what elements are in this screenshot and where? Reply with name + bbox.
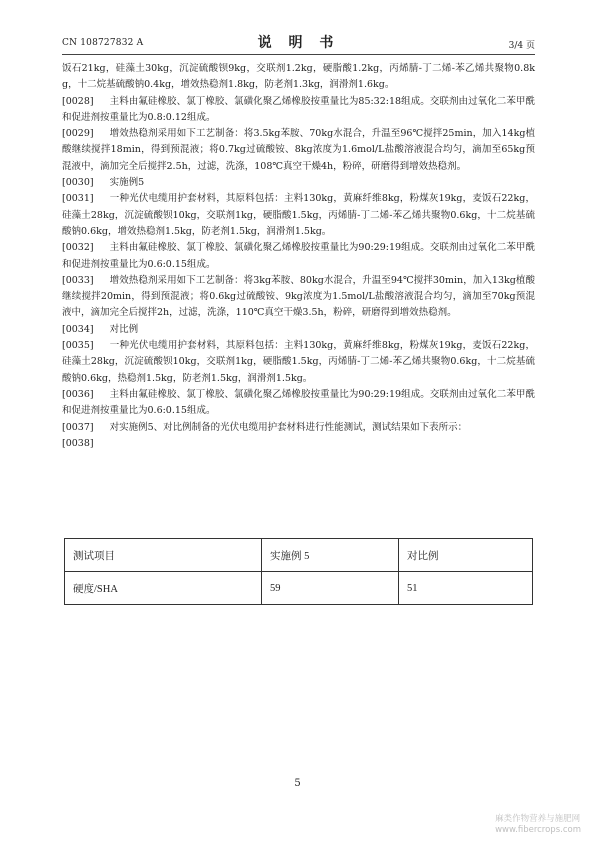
paragraph-0032: [62, 240, 535, 273]
paragraph-number: [0038]: [62, 437, 94, 449]
paragraph-text: 主料由氟硅橡胶、氯丁橡胶、氯磺化聚乙烯橡胶按重量比为90:29:19组成。交联剂由过氧化二苯甲酰和促进剂按重量比为0.6:0.15组成。: [62, 242, 535, 270]
paragraph-0035: [62, 338, 535, 387]
paragraph: [62, 61, 535, 94]
paragraph-0033: [62, 273, 535, 322]
watermark-site-name: 麻类作物营养与施肥网: [495, 814, 581, 824]
paragraph-number: [0033]: [62, 274, 94, 286]
table-cell: 51: [399, 572, 533, 605]
document-body: [62, 61, 535, 452]
paragraph-text: 一种光伏电缆用护套材料，其原料包括：主料130kg，黄麻纤维8kg，粉煤灰19kg，麦饭石22kg，硅藻土28kg，沉淀硫酸钡10kg，交联剂1kg，硬脂酸1.5kg，丙烯腈-丁二烯-苯乙烯共聚物0.6kg，十二烷基硫酸钠0.6kg，增效热稳剂1.5kg，防老剂1.5kg，润滑剂1.5kg。: [62, 193, 535, 237]
paragraph-number: [0037]: [62, 421, 94, 433]
paragraph-0030: [62, 175, 535, 191]
section-heading: 实施例5: [109, 177, 145, 189]
paragraph-number: [0032]: [62, 242, 94, 254]
paragraph-text: 对实施例5、对比例制备的光伏电缆用护套材料进行性能测试，测试结果如下表所示：: [109, 421, 468, 433]
page-header: [62, 32, 535, 52]
results-table: [64, 538, 533, 605]
table-cell: 硬度/SHA: [65, 572, 262, 605]
paragraph-number: [0030]: [62, 177, 94, 189]
paragraph-number: [0035]: [62, 340, 94, 352]
header-divider: [62, 54, 535, 55]
paragraph-0038: [62, 436, 535, 452]
patent-number: CN 108727832 A: [62, 38, 144, 48]
paragraph-0034: [62, 322, 535, 338]
results-table-container: [62, 538, 535, 605]
paragraph-0036: [62, 387, 535, 420]
page-number: 5: [294, 778, 301, 789]
table-row: [65, 572, 533, 605]
table-header-cell: 测试项目: [65, 539, 262, 572]
paragraph-0037: [62, 420, 535, 436]
watermark-url: www.fibercrops.com: [495, 825, 581, 835]
table-header-cell: 对比例: [399, 539, 533, 572]
table-cell: 59: [262, 572, 399, 605]
table-header-row: [65, 539, 533, 572]
paragraph-number: [0029]: [62, 128, 94, 140]
table-header-cell: 实施例 5: [262, 539, 399, 572]
paragraph-0029: [62, 126, 535, 175]
paragraph-number: [0034]: [62, 323, 94, 335]
document-title: 说 明 书: [257, 35, 340, 51]
paragraph-text: 饭石21kg，硅藻土30kg，沉淀硫酸钡9kg，交联剂1.2kg，硬脂酸1.2kg，丙烯腈-丁二烯-苯乙烯共聚物0.8kg，十二烷基硫酸钠0.4kg，增效热稳剂1.8kg，防老剂1.3kg，润滑剂1.6kg。: [62, 63, 535, 91]
paragraph-text: 一种光伏电缆用护套材料，其原料包括：主料130kg，黄麻纤维8kg，粉煤灰19kg，麦饭石22kg，硅藻土28kg，沉淀硫酸钡10kg，交联剂1kg，硬脂酸1.5kg，丙烯腈-丁二烯-苯乙烯共聚物0.6kg，十二烷基硫酸钠0.6kg，热稳剂1.5kg，防老剂1.5kg，润滑剂1.5kg。: [62, 340, 535, 384]
paragraph-text: 主料由氟硅橡胶、氯丁橡胶、氯磺化聚乙烯橡胶按重量比为90:29:19组成。交联剂由过氧化二苯甲酰和促进剂按重量比为0.6:0.15组成。: [62, 388, 535, 417]
paragraph-text: 增效热稳剂采用如下工艺制备：将3kg苯胺、80kg水混合，升温至94℃搅拌30min，加入13kg植酸继续搅拌20min，得到预混液；将0.6kg过硫酸铵、9kg浓度为1.5mol/L盐酸溶液混合均匀，滴加至70kg预混液中，滴加完全后搅拌2h，过滤，洗涤，110℃真空干燥3.5h，粉碎，研磨得到增效热稳剂。: [62, 274, 535, 319]
paragraph-text: 增效热稳剂采用如下工艺制备：将3.5kg苯胺、70kg水混合，升温至96℃搅拌25min，加入14kg植酸继续搅拌18min，得到预混液；将0.7kg过硫酸铵、8kg浓度为1.6mol/L盐酸溶液混合均匀，滴加至65kg预混液中，滴加完全后搅拌2.5h，过滤，洗涤，108℃真空干燥4h，粉碎，研磨得到增效热稳剂。: [62, 128, 535, 172]
page-indicator: 3/4 页: [508, 41, 535, 51]
paragraph-text: 主料由氟硅橡胶、氯丁橡胶、氯磺化聚乙烯橡胶按重量比为85:32:18组成。交联剂由过氧化二苯甲酰和促进剂按重量比为0.8:0.12组成。: [62, 95, 535, 123]
paragraph-number: [0031]: [62, 193, 94, 205]
paragraph-0031: [62, 191, 535, 240]
watermark: [495, 814, 581, 836]
paragraph-number: [0036]: [62, 388, 94, 400]
paragraph-0028: [62, 94, 535, 127]
paragraph-number: [0028]: [62, 95, 94, 107]
section-heading: 对比例: [109, 323, 139, 335]
